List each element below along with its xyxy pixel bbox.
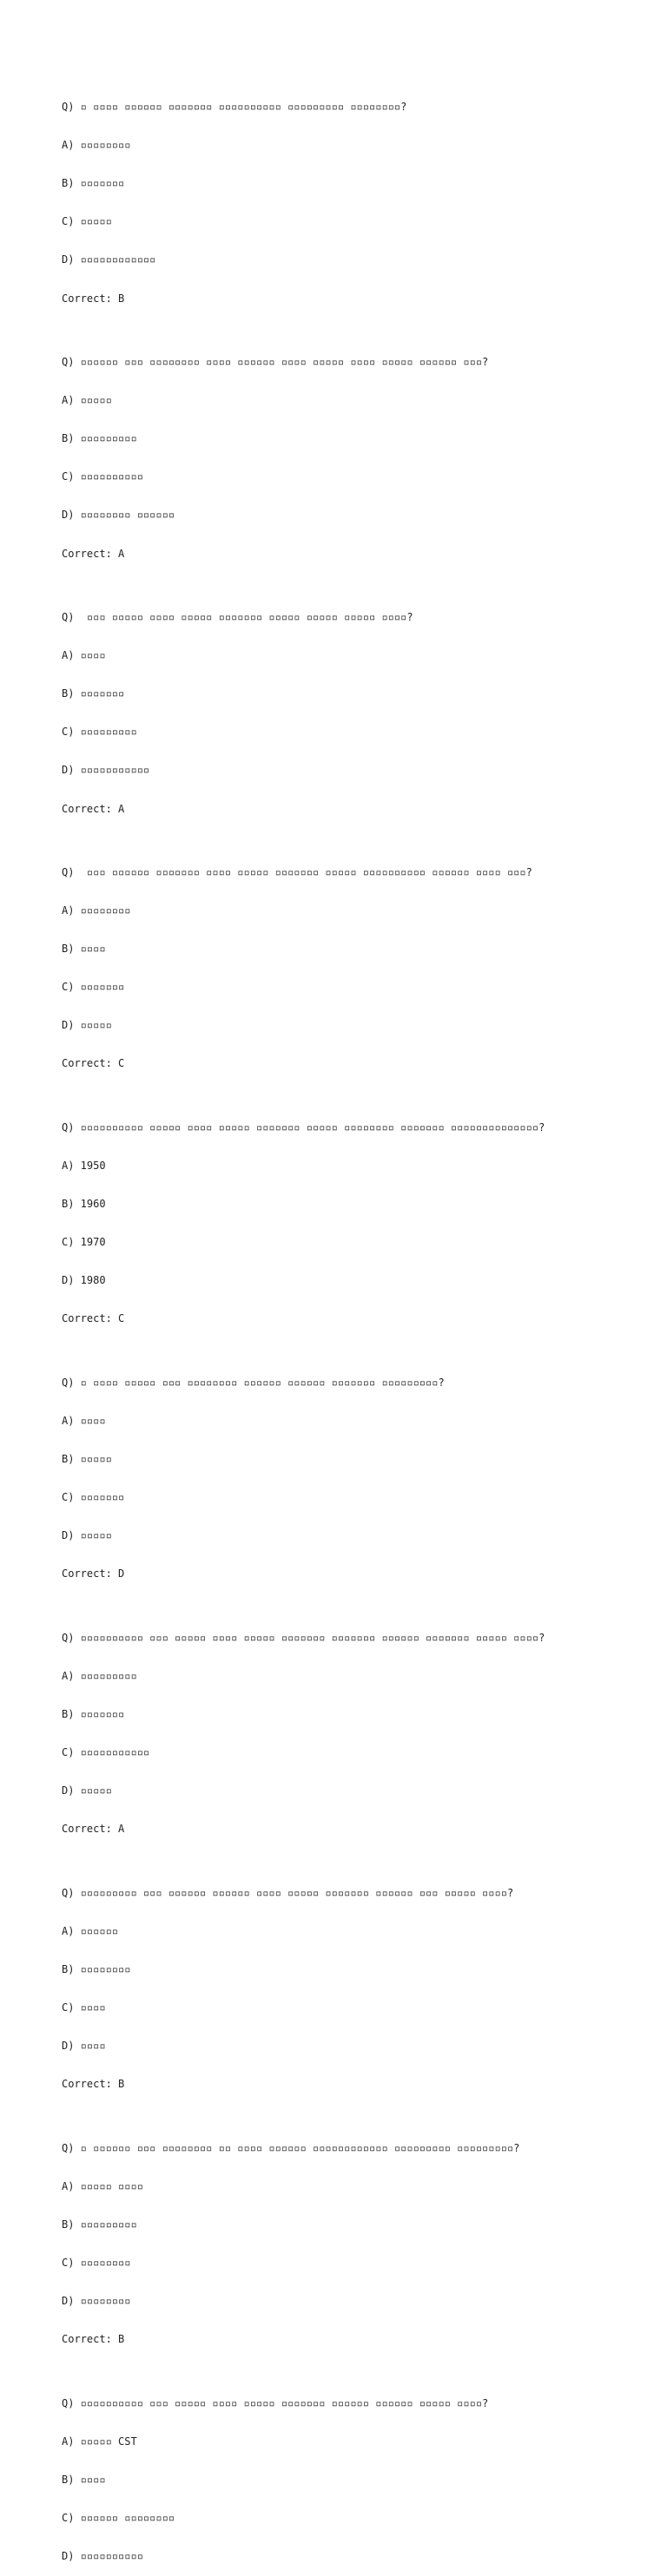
option-a: A) ▫▫▫▫ xyxy=(62,649,106,662)
correct-answer: Correct: B xyxy=(62,2078,125,2091)
option-a: A) ▫▫▫▫▫▫▫▫▫ xyxy=(62,1670,137,1683)
option-b: B) 1960 xyxy=(62,1198,106,1211)
question-text: Q) ▫▫▫▫▫▫▫▫▫▫ ▫▫▫▫▫ ▫▫▫▫ ▫▫▫▫▫ ▫▫▫▫▫▫▫ ▫▫▫▫▫ ▫▫▫▫▫▫▫▫ ▫▫▫▫▫▫▫ ▫▫▫▫▫▫▫▫▫▫▫▫▫▫? xyxy=(62,1120,545,1134)
option-c: C) ▫▫▫▫▫ xyxy=(62,215,112,228)
correct-answer: Correct: C xyxy=(62,1312,125,1325)
question-text: Q) ▫▫▫▫▫▫▫▫▫▫ ▫▫▫ ▫▫▫▫▫ ▫▫▫▫ ▫▫▫▫▫ ▫▫▫▫▫▫▫ ▫▫▫▫▫▫▫ ▫▫▫▫▫▫ ▫▫▫▫▫▫▫ ▫▫▫▫▫ ▫▫▫▫? xyxy=(62,1631,545,1644)
option-b: B) ▫▫▫▫▫▫▫ xyxy=(62,687,125,700)
option-a: A) 1950 xyxy=(62,1160,106,1173)
option-b: B) ▫▫▫▫▫▫▫▫ xyxy=(62,1963,131,1976)
option-a: A) ▫▫▫▫▫▫▫▫ xyxy=(62,139,131,152)
option-a: A) ▫▫▫▫▫ ▫▫▫▫ xyxy=(62,2179,143,2192)
question-text: Q) ▫ ▫▫▫▫ ▫▫▫▫▫▫ ▫▫▫▫▫▫▫ ▫▫▫▫▫▫▫▫▫▫ ▫▫▫▫▫▫▫▫▫ ▫▫▫▫▫▫▫▫? xyxy=(62,101,407,114)
option-d: D) ▫▫▫▫▫ xyxy=(62,1784,112,1797)
option-d: D) ▫▫▫▫▫▫▫▫▫▫▫▫ xyxy=(62,253,156,266)
option-c: C) ▫▫▫▫▫▫ ▫▫▫▫▫▫▫▫ xyxy=(62,2512,175,2525)
question-text: Q) ▫▫▫▫▫▫ ▫▫▫ ▫▫▫▫▫▫▫▫ ▫▫▫▫ ▫▫▫▫▫▫ ▫▫▫▫ ▫▫▫▫▫ ▫▫▫▫ ▫▫▫▫▫ ▫▫▫▫▫▫ ▫▫▫? xyxy=(62,356,489,369)
option-b: B) ▫▫▫▫▫▫▫▫▫ xyxy=(62,432,137,445)
option-d: D) ▫▫▫▫▫▫▫▫ ▫▫▫▫▫▫ xyxy=(62,509,175,522)
option-a: A) ▫▫▫▫▫▫▫▫ xyxy=(62,904,131,917)
question-text: Q) ▫▫▫▫▫▫▫▫▫ ▫▫▫ ▫▫▫▫▫▫ ▫▫▫▫▫▫ ▫▫▫▫ ▫▫▫▫▫ ▫▫▫▫▫▫▫ ▫▫▫▫▫▫ ▫▫▫ ▫▫▫▫▫ ▫▫▫▫? xyxy=(62,1886,514,1899)
correct-answer: Correct: A xyxy=(62,802,125,815)
quiz-document xyxy=(62,62,652,2576)
question-text: Q) ▫▫▫▫▫▫▫▫▫▫ ▫▫▫ ▫▫▫▫▫ ▫▫▫▫ ▫▫▫▫▫ ▫▫▫▫▫▫▫ ▫▫▫▫▫▫ ▫▫▫▫▫▫ ▫▫▫▫▫ ▫▫▫▫? xyxy=(62,2396,489,2409)
option-a: A) ▫▫▫▫ xyxy=(62,1415,106,1428)
question-text: Q) ▫ ▫▫▫▫▫▫ ▫▫▫ ▫▫▫▫▫▫▫▫ ▫▫ ▫▫▫▫ ▫▫▫▫▫▫ ▫▫▫▫▫▫▫▫▫▫▫▫ ▫▫▫▫▫▫▫▫▫ ▫▫▫▫▫▫▫▫▫? xyxy=(62,2141,520,2154)
option-b: B) ▫▫▫▫▫▫▫ xyxy=(62,177,125,190)
correct-answer: Correct: C xyxy=(62,1057,125,1070)
option-c: C) 1970 xyxy=(62,1236,106,1249)
option-b: B) ▫▫▫▫▫ xyxy=(62,1453,112,1466)
correct-answer: Correct: B xyxy=(62,292,125,305)
option-c: C) ▫▫▫▫ xyxy=(62,2001,106,2014)
correct-answer: Correct: A xyxy=(62,1823,125,1836)
option-c: C) ▫▫▫▫▫▫▫ xyxy=(62,1491,125,1504)
option-d: D) 1980 xyxy=(62,1274,106,1287)
correct-answer: Correct: D xyxy=(62,1567,125,1580)
option-c: C) ▫▫▫▫▫▫▫▫▫ xyxy=(62,726,137,739)
option-a: A) ▫▫▫▫▫ xyxy=(62,394,112,407)
option-b: B) ▫▫▫▫ xyxy=(62,943,106,956)
correct-answer: Correct: A xyxy=(62,547,125,560)
option-d: D) ▫▫▫▫▫▫▫▫▫▫ xyxy=(62,2550,143,2563)
question-text: Q) ▫▫▫ ▫▫▫▫▫ ▫▫▫▫ ▫▫▫▫▫ ▫▫▫▫▫▫▫ ▫▫▫▫▫ ▫▫▫▫▫ ▫▫▫▫▫ ▫▫▫▫? xyxy=(62,611,413,624)
option-d: D) ▫▫▫▫▫ xyxy=(62,1529,112,1542)
option-d: D) ▫▫▫▫▫▫▫▫▫▫▫ xyxy=(62,764,150,777)
question-text: Q) ▫ ▫▫▫▫ ▫▫▫▫▫ ▫▫▫ ▫▫▫▫▫▫▫▫ ▫▫▫▫▫▫ ▫▫▫▫▫▫ ▫▫▫▫▫▫▫ ▫▫▫▫▫▫▫▫▫? xyxy=(62,1376,445,1389)
option-d: D) ▫▫▫▫▫ xyxy=(62,1019,112,1032)
option-c: C) ▫▫▫▫▫▫▫▫▫▫▫ xyxy=(62,1746,150,1759)
option-c: C) ▫▫▫▫▫▫▫ xyxy=(62,981,125,994)
option-b: B) ▫▫▫▫▫▫▫ xyxy=(62,1708,125,1721)
correct-answer: Correct: B xyxy=(62,2333,125,2346)
option-d: D) ▫▫▫▫▫▫▫▫ xyxy=(62,2295,131,2308)
option-a: A) ▫▫▫▫▫ CST xyxy=(62,2435,137,2448)
option-c: C) ▫▫▫▫▫▫▫▫▫▫ xyxy=(62,470,143,483)
option-a: A) ▫▫▫▫▫▫ xyxy=(62,1924,119,1937)
option-c: C) ▫▫▫▫▫▫▫▫ xyxy=(62,2257,131,2270)
question-text: Q) ▫▫▫ ▫▫▫▫▫▫ ▫▫▫▫▫▫▫ ▫▫▫▫ ▫▫▫▫▫ ▫▫▫▫▫▫▫ ▫▫▫▫▫ ▫▫▫▫▫▫▫▫▫▫ ▫▫▫▫▫▫ ▫▫▫▫ ▫▫▫? xyxy=(62,866,532,879)
option-d: D) ▫▫▫▫ xyxy=(62,2040,106,2053)
option-b: B) ▫▫▫▫▫▫▫▫▫ xyxy=(62,2218,137,2231)
option-b: B) ▫▫▫▫ xyxy=(62,2474,106,2487)
